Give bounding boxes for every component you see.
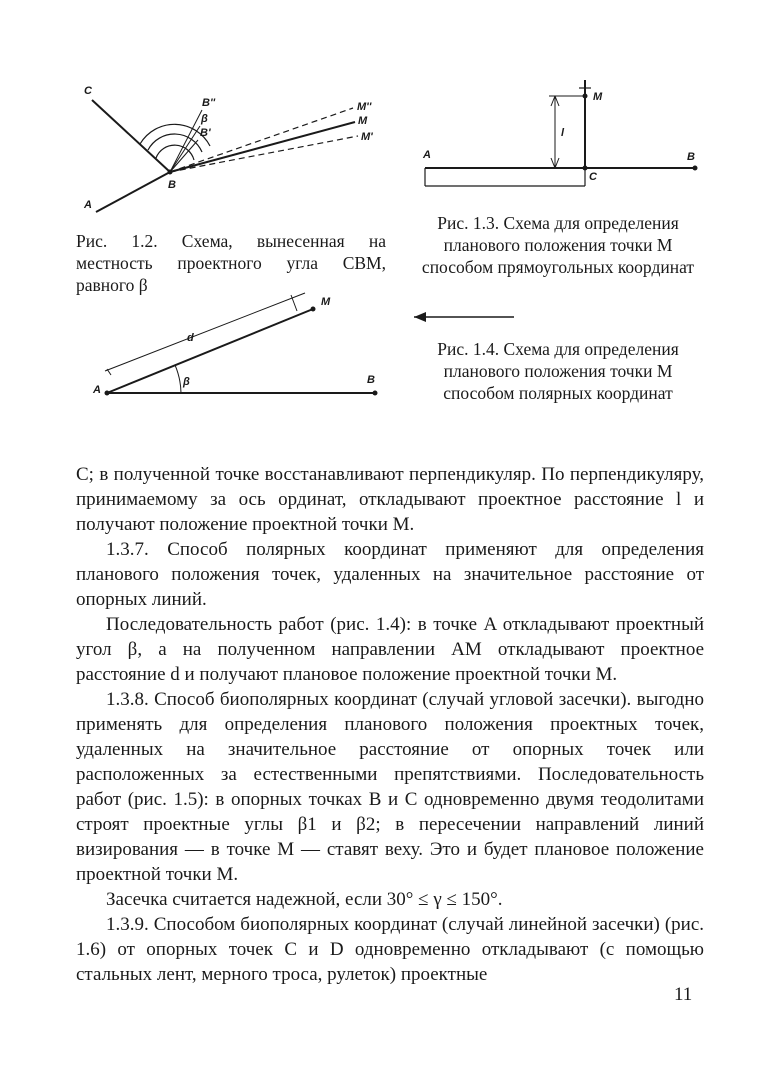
label-beta: β	[201, 113, 208, 125]
label-a: A	[423, 149, 431, 161]
left-arrow-icon	[410, 310, 520, 324]
label-b: B	[367, 374, 375, 386]
label-m1: M'	[361, 131, 373, 143]
figure-1-3-caption: Рис. 1.3. Схема для определения планового положения точки M способом прямоугольных координат	[421, 213, 695, 277]
label-m: M	[321, 296, 331, 308]
label-m2: M''	[357, 101, 372, 113]
main-text	[76, 462, 704, 987]
paragraph: C; в полученной точке восстанавливают перпендикуляр. По перпендикуляру, принимаемому за ось ординат, откладывают проектное расстояние l и получают положение проектной точки M.	[76, 464, 704, 535]
label-b2: B''	[202, 97, 216, 109]
label-l: l	[561, 127, 565, 139]
label-c: C	[589, 171, 597, 183]
figure-1-2-caption: Рис. 1.2. Схема, вынесенная на местность проектного угла CBM, равного β	[76, 231, 386, 295]
label-a: A	[93, 384, 101, 396]
paragraph: Последовательность работ (рис. 1.4): в точке A откладывают проектный угол β, а на полученном направлении AM откладывают проектное расстояние d и получают плановое положение проектной точки M.	[76, 614, 704, 685]
label-d: d	[187, 332, 194, 344]
paragraph: 1.3.7. Способ полярных координат применяют для определения планового положения точек, удаленных на значительное расстояние от опорных линий.	[76, 539, 704, 610]
label-m: M	[358, 115, 368, 127]
paragraph: 1.3.8. Способ биополярных координат (случай угловой засечки). выгодно применять для определения планового положения проектных точек, удаленных на значительное расстояние от опорных точек или расположенных за естественными препятствиями. Последовательность работ (рис. 1.5): в опорных точках B и C одновременно двумя теодолитами строят проектные углы β1 и β2; в пересечении направлений линий визирования — в точке M — ставят веху. Это и будет плановое положение проектной точки M.	[76, 689, 704, 885]
label-b: B	[687, 151, 695, 163]
paragraph: Засечка считается надежной, если 30° ≤ γ ≤ 150°.	[106, 889, 503, 910]
label-a: A	[84, 199, 92, 211]
figure-1-3	[415, 76, 715, 196]
page-number: 11	[674, 984, 693, 1005]
label-c: C	[84, 85, 92, 97]
figure-1-4-caption: Рис. 1.4. Схема для определения планового положения точки M способом полярных координат	[437, 339, 679, 403]
label-beta: β	[183, 376, 190, 388]
label-m: M	[593, 91, 603, 103]
paragraph: 1.3.9. Способом биополярных координат (случай линейной засечки) (рис. 1.6) от опорных точек C и D одновременно откладывают (с помощью стальных лент, мерного троса, рулеток) проектные	[76, 914, 704, 985]
label-b: B	[168, 179, 176, 191]
figure-1-4	[85, 285, 395, 405]
figure-1-2	[70, 80, 390, 230]
label-b1: B'	[200, 127, 211, 139]
